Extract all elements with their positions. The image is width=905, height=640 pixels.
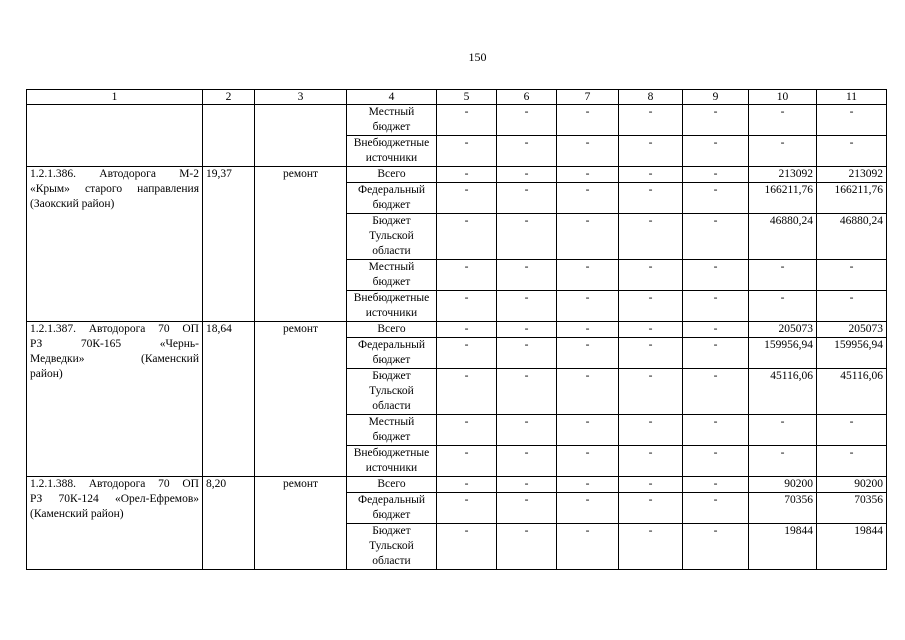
object-name-line: 1.2.1.386. Автодорога М-2 [30,168,199,180]
financing-table [26,89,887,570]
value-cell-11: - [817,260,887,291]
value-cell-6: - [497,183,557,214]
funding-source: Всего [347,322,437,338]
value-cell-11: 213092 [817,167,887,183]
value-cell-9: - [683,338,749,369]
table-row [27,167,887,183]
value-cell-11: - [817,136,887,167]
value-cell-5: - [437,415,497,446]
value-cell-10: 166211,76 [749,183,817,214]
road-length: 8,20 [203,477,255,570]
value-cell-10: - [749,415,817,446]
object-name-line: Медведки» (Каменский [30,353,199,365]
value-cell-11: 205073 [817,322,887,338]
value-cell-7: - [557,477,619,493]
value-cell-7: - [557,415,619,446]
object-name-line: РЗ 70К-165 «Чернь- [30,338,199,350]
value-cell-8: - [619,167,683,183]
value-cell-11: 166211,76 [817,183,887,214]
value-cell-9: - [683,260,749,291]
road-length: 19,37 [203,167,255,322]
value-cell-5: - [437,338,497,369]
funding-source: Внебюджетные источники [347,446,437,477]
value-cell-5: - [437,322,497,338]
value-cell-5: - [437,446,497,477]
value-cell-10: 90200 [749,477,817,493]
value-cell-9: - [683,493,749,524]
column-number-1: 1 [27,90,203,105]
value-cell-5: - [437,477,497,493]
value-cell-7: - [557,167,619,183]
table-row [27,322,887,338]
column-number-10: 10 [749,90,817,105]
value-cell-6: - [497,446,557,477]
value-cell-10: 45116,06 [749,369,817,415]
value-cell-8: - [619,260,683,291]
value-cell-6: - [497,415,557,446]
funding-source: Внебюджетные источники [347,291,437,322]
value-cell-7: - [557,493,619,524]
column-number-2: 2 [203,90,255,105]
value-cell-11: 45116,06 [817,369,887,415]
funding-source: Федеральный бюджет [347,183,437,214]
value-cell-10: - [749,136,817,167]
value-cell-11: 46880,24 [817,214,887,260]
value-cell-10: - [749,446,817,477]
column-number-4: 4 [347,90,437,105]
funding-source: Внебюджетные источники [347,136,437,167]
value-cell-5: - [437,105,497,136]
value-cell-8: - [619,338,683,369]
value-cell-9: - [683,105,749,136]
value-cell-9: - [683,477,749,493]
object-name [27,477,203,570]
value-cell-6: - [497,477,557,493]
object-name-line: 1.2.1.387. Автодорога 70 ОП [30,323,199,335]
work-type: ремонт [255,322,347,477]
value-cell-7: - [557,524,619,570]
funding-source: Бюджет Тульской области [347,524,437,570]
value-cell-9: - [683,524,749,570]
value-cell-6: - [497,338,557,369]
empty-length-cell [203,105,255,167]
funding-source: Бюджет Тульской области [347,214,437,260]
table-row [27,105,887,136]
value-cell-9: - [683,415,749,446]
value-cell-11: - [817,446,887,477]
value-cell-6: - [497,105,557,136]
object-name-line: «Крым» старого направления [30,183,199,195]
road-length: 18,64 [203,322,255,477]
value-cell-8: - [619,369,683,415]
value-cell-7: - [557,338,619,369]
object-name-line: 1.2.1.388. Автодорога 70 ОП [30,478,199,490]
column-number-5: 5 [437,90,497,105]
value-cell-11: - [817,105,887,136]
value-cell-8: - [619,291,683,322]
work-type: ремонт [255,477,347,570]
value-cell-11: 90200 [817,477,887,493]
value-cell-9: - [683,322,749,338]
value-cell-8: - [619,524,683,570]
value-cell-6: - [497,493,557,524]
value-cell-5: - [437,291,497,322]
value-cell-6: - [497,291,557,322]
value-cell-6: - [497,260,557,291]
value-cell-8: - [619,214,683,260]
value-cell-10: - [749,105,817,136]
value-cell-10: 19844 [749,524,817,570]
value-cell-11: - [817,291,887,322]
value-cell-5: - [437,493,497,524]
value-cell-8: - [619,477,683,493]
value-cell-9: - [683,369,749,415]
value-cell-5: - [437,136,497,167]
funding-source: Федеральный бюджет [347,338,437,369]
value-cell-10: - [749,260,817,291]
value-cell-7: - [557,369,619,415]
empty-work-cell [255,105,347,167]
value-cell-6: - [497,524,557,570]
column-number-11: 11 [817,90,887,105]
value-cell-7: - [557,291,619,322]
value-cell-10: 70356 [749,493,817,524]
value-cell-8: - [619,322,683,338]
value-cell-7: - [557,183,619,214]
value-cell-10: - [749,291,817,322]
object-name-line: (Заокский район) [30,198,115,210]
value-cell-10: 46880,24 [749,214,817,260]
object-name-line: (Каменский район) [30,508,124,520]
value-cell-9: - [683,167,749,183]
column-number-7: 7 [557,90,619,105]
value-cell-7: - [557,105,619,136]
funding-source: Всего [347,167,437,183]
funding-source: Местный бюджет [347,260,437,291]
object-name [27,322,203,477]
value-cell-5: - [437,524,497,570]
funding-source: Бюджет Тульской области [347,369,437,415]
value-cell-11: 19844 [817,524,887,570]
funding-source: Всего [347,477,437,493]
table-row [27,477,887,493]
column-number-9: 9 [683,90,749,105]
value-cell-8: - [619,446,683,477]
value-cell-11: 70356 [817,493,887,524]
value-cell-10: 213092 [749,167,817,183]
value-cell-8: - [619,105,683,136]
value-cell-8: - [619,136,683,167]
page-number: 150 [468,50,487,64]
column-number-row [27,90,887,105]
value-cell-5: - [437,214,497,260]
funding-source: Федеральный бюджет [347,493,437,524]
value-cell-8: - [619,415,683,446]
value-cell-9: - [683,183,749,214]
value-cell-9: - [683,446,749,477]
value-cell-8: - [619,493,683,524]
value-cell-11: 159956,94 [817,338,887,369]
value-cell-5: - [437,369,497,415]
value-cell-9: - [683,291,749,322]
value-cell-11: - [817,415,887,446]
object-name [27,167,203,322]
empty-name-cell [27,105,203,167]
column-number-3: 3 [255,90,347,105]
table-body [27,90,887,570]
value-cell-7: - [557,446,619,477]
value-cell-10: 159956,94 [749,338,817,369]
value-cell-6: - [497,167,557,183]
value-cell-5: - [437,260,497,291]
column-number-8: 8 [619,90,683,105]
object-name-line: район) [30,368,63,380]
value-cell-7: - [557,214,619,260]
value-cell-6: - [497,136,557,167]
value-cell-9: - [683,214,749,260]
value-cell-5: - [437,183,497,214]
value-cell-6: - [497,322,557,338]
value-cell-10: 205073 [749,322,817,338]
object-name-line: РЗ 70К-124 «Орел-Ефремов» [30,493,199,505]
work-type: ремонт [255,167,347,322]
column-number-6: 6 [497,90,557,105]
value-cell-5: - [437,167,497,183]
funding-source: Местный бюджет [347,415,437,446]
value-cell-7: - [557,136,619,167]
value-cell-7: - [557,322,619,338]
value-cell-9: - [683,136,749,167]
funding-source: Местный бюджет [347,105,437,136]
value-cell-8: - [619,183,683,214]
value-cell-6: - [497,369,557,415]
value-cell-7: - [557,260,619,291]
value-cell-6: - [497,214,557,260]
